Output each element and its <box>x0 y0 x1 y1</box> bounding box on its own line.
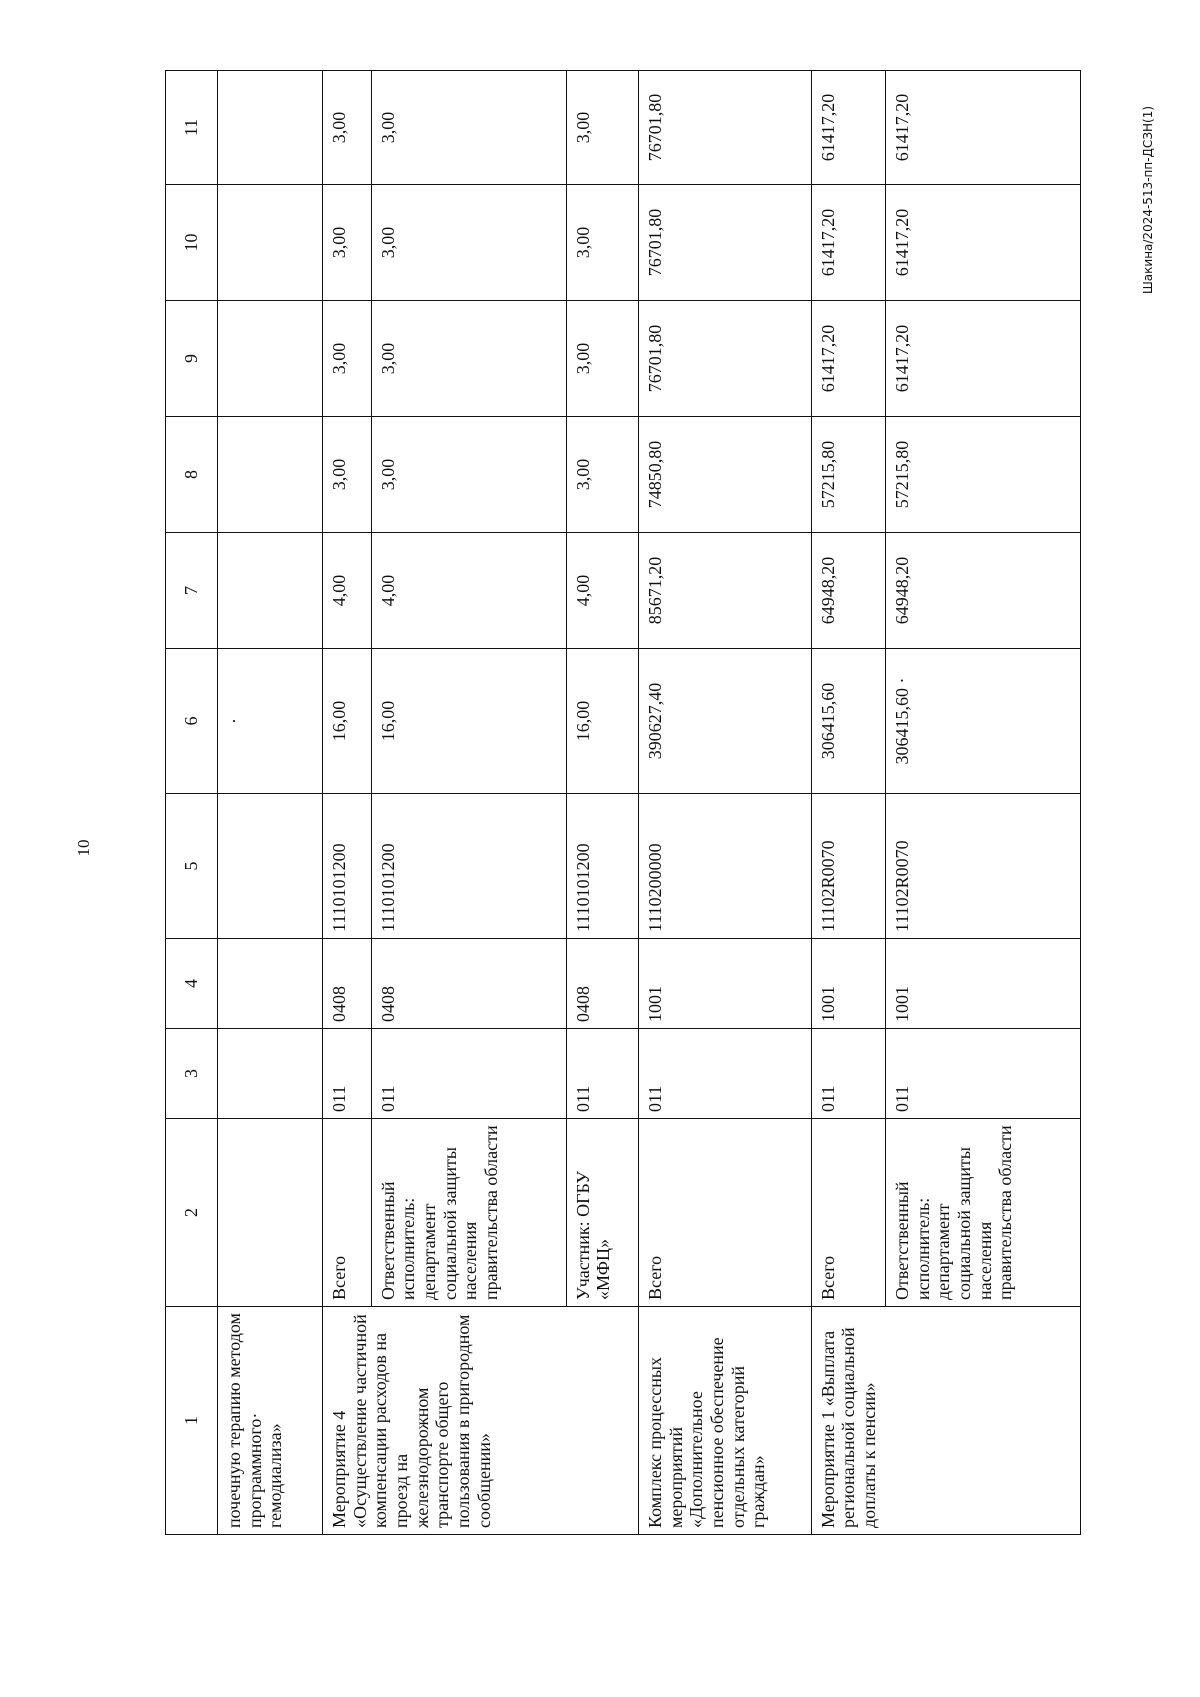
table-row <box>322 71 371 1535</box>
executor-cell <box>217 1119 322 1307</box>
executor-cell: Ответственный исполнитель: департамент социальной защиты населения правительства области <box>371 1119 566 1307</box>
header-cell: 7 <box>166 533 218 649</box>
value-cell: 16,00 <box>322 649 371 794</box>
value-cell: 57215,80 <box>811 417 885 533</box>
value-cell <box>217 71 322 185</box>
value-cell: 3,00 <box>566 71 638 185</box>
activity-name: Комплекс процессных мероприятий «Дополнительное пенсионное обеспечение отдельных категорий граждан» <box>638 1307 811 1535</box>
code-cell: 011 <box>322 1029 371 1119</box>
code-cell: 1110200000 <box>638 794 811 939</box>
code-cell: 1001 <box>885 939 1080 1029</box>
header-cell: 8 <box>166 417 218 533</box>
header-cell: 6 <box>166 649 218 794</box>
code-cell: 1110101200 <box>371 794 566 939</box>
header-cell: 1 <box>166 1307 218 1535</box>
code-cell: 1001 <box>638 939 811 1029</box>
header-cell: 2 <box>166 1119 218 1307</box>
code-cell: 011 <box>566 1029 638 1119</box>
budget-table-rotated <box>165 71 1081 1535</box>
value-cell: 3,00 <box>371 71 566 185</box>
value-cell: 61417,20 <box>885 185 1080 301</box>
value-cell: 3,00 <box>322 71 371 185</box>
header-cell: 10 <box>166 185 218 301</box>
code-cell <box>217 794 322 939</box>
code-cell <box>217 939 322 1029</box>
header-cell: 3 <box>166 1029 218 1119</box>
header-cell: 9 <box>166 301 218 417</box>
code-cell: 1110101200 <box>566 794 638 939</box>
value-cell: 3,00 <box>322 417 371 533</box>
value-cell <box>217 533 322 649</box>
activity-name: почечную терапию методом программного· гемодиализа» <box>217 1307 322 1535</box>
value-cell: 306415,60 <box>811 649 885 794</box>
value-cell: 16,00 <box>566 649 638 794</box>
code-cell: 011 <box>371 1029 566 1119</box>
page-number: 10 <box>74 839 93 857</box>
value-cell <box>217 185 322 301</box>
budget-table <box>165 70 1081 1535</box>
value-cell: 61417,20 <box>885 71 1080 185</box>
executor-cell: Всего <box>638 1119 811 1307</box>
executor-cell: Всего <box>322 1119 371 1307</box>
value-cell: 3,00 <box>322 301 371 417</box>
value-cell: 61417,20 <box>811 71 885 185</box>
value-cell: 3,00 <box>566 417 638 533</box>
header-row <box>166 71 218 1535</box>
code-cell: 0408 <box>566 939 638 1029</box>
code-cell: 011 <box>638 1029 811 1119</box>
value-cell: 76701,80 <box>638 185 811 301</box>
value-cell: 61417,20 <box>811 301 885 417</box>
header-cell: 5 <box>166 794 218 939</box>
value-cell: 3,00 <box>322 185 371 301</box>
activity-name: Мероприятие 4 «Осуществление частичной компенсации расходов на проезд на железнодорожном транспорте общего пользования в пригородном сообщении» <box>322 1307 638 1535</box>
executor-cell: Участник: ОГБУ «МФЦ» <box>566 1119 638 1307</box>
code-cell: 11102R0070 <box>811 794 885 939</box>
code-cell: 11102R0070 <box>885 794 1080 939</box>
value-cell: 64948,20 <box>885 533 1080 649</box>
code-cell: 1001 <box>811 939 885 1029</box>
value-cell: 3,00 <box>371 301 566 417</box>
value-cell: 74850,80 <box>638 417 811 533</box>
value-cell: 57215,80 <box>885 417 1080 533</box>
value-cell: 4,00 <box>371 533 566 649</box>
code-cell: 0408 <box>371 939 566 1029</box>
code-cell: 011 <box>811 1029 885 1119</box>
code-cell: 1110101200 <box>322 794 371 939</box>
value-cell: 3,00 <box>371 417 566 533</box>
table-row <box>217 71 322 1535</box>
value-cell: 390627,40 <box>638 649 811 794</box>
value-cell: 61417,20 <box>811 185 885 301</box>
value-cell: · <box>217 649 322 794</box>
value-cell: 85671,20 <box>638 533 811 649</box>
document-id: Шакина/2024-513-пп-ДСЗН(1) <box>1141 105 1155 295</box>
value-cell: 4,00 <box>566 533 638 649</box>
value-cell <box>217 417 322 533</box>
value-cell: 3,00 <box>566 185 638 301</box>
value-cell: 61417,20 <box>885 301 1080 417</box>
value-cell: 4,00 <box>322 533 371 649</box>
header-cell: 11 <box>166 71 218 185</box>
executor-cell: Ответственный исполнитель: департамент социальной защиты населения правительства области <box>885 1119 1080 1307</box>
header-cell: 4 <box>166 939 218 1029</box>
value-cell: 3,00 <box>371 185 566 301</box>
value-cell: 76701,80 <box>638 71 811 185</box>
value-cell <box>217 301 322 417</box>
value-cell: 3,00 <box>566 301 638 417</box>
executor-cell: Всего <box>811 1119 885 1307</box>
value-cell: 76701,80 <box>638 301 811 417</box>
table-row <box>638 71 811 1535</box>
code-cell <box>217 1029 322 1119</box>
value-cell: 16,00 <box>371 649 566 794</box>
code-cell: 0408 <box>322 939 371 1029</box>
value-cell: 306415,60 · <box>885 649 1080 794</box>
table-row <box>811 71 885 1535</box>
value-cell: 64948,20 <box>811 533 885 649</box>
activity-name: Мероприятие 1 «Выплата региональной социальной доплаты к пенсии» <box>811 1307 1080 1535</box>
code-cell: 011 <box>885 1029 1080 1119</box>
